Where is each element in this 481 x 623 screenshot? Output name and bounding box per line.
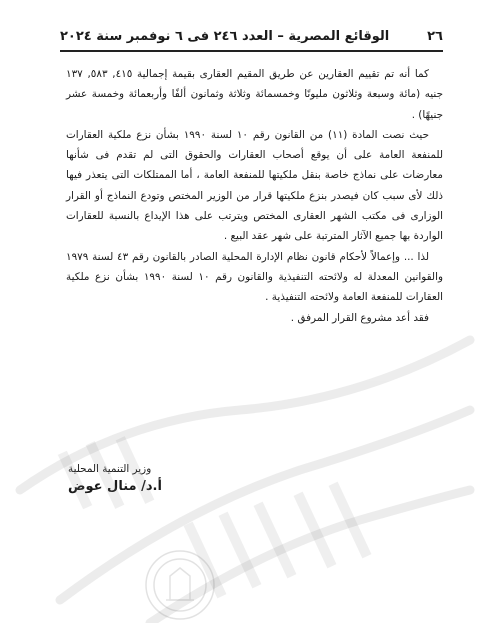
paragraph-valuation: كما أنه تم تقييم العقارين عن طريق المقيم العقارى بقيمة إجمالية ٤١٥, ٥٨٣, ١٣٧ جنيه (مائة وسبعة وثلاثون مليونًا وخمسمائة وثلاثة وثمانون ألفًا وأربعمائة وخمسة عشر جنيهًا) . xyxy=(66,68,443,121)
paragraph-conclusion: فقد أعد مشروع القرار المرفق . xyxy=(290,311,429,324)
signatory-name: أ.د/ منال عوض xyxy=(68,479,162,494)
watermark-stamp xyxy=(0,300,481,623)
paragraph-legal-basis: لذا ... وإعمالاً لأحكام قانون نظام الإدارة المحلية الصادر بالقانون رقم ٤٣ لسنة ١٩٧٩ والقوانين المعدلة له ولائحته التنفيذية والقانون رقم ١٠ لسنة ١٩٩٠ بشأن نزع ملكية العقارات للمنفعة العامة ولائحته التنفيذية . xyxy=(66,250,443,304)
gazette-issue-title: الوقائع المصرية – العدد ٢٤٦ فى ٦ نوفمبر سنة ٢٠٢٤ xyxy=(60,29,390,44)
page-number: ٢٦ xyxy=(427,29,443,44)
page-header xyxy=(60,27,443,49)
paragraph-article-11: حيث نصت المادة (١١) من القانون رقم ١٠ لسنة ١٩٩٠ بشأن نزع ملكية العقارات للمنفعة العامة على أن يوقع أصحاب العقارات والحقوق التى لم تقدم فى شأنها معارضات على نماذج خاصة بنقل ملكيتها للمنفعة العامة ، أما الممتلكات التى يتعذر فيها ذلك لأى سبب كان فيصدر بنزع ملكيتها قرار من الوزير المختص وتودع النماذج أو القرار الوزارى فى مكتب الشهر العقارى المختص ويترتب على هذا الإيداع بالنسبة للعقارات الواردة بها جميع الآثار المترتبة على شهر عقد البيع . xyxy=(66,128,443,243)
seal-emblem xyxy=(146,551,214,619)
document-body xyxy=(66,64,443,328)
signatory-role: وزير التنمية المحلية xyxy=(68,463,152,475)
header-rule xyxy=(60,50,443,52)
signature-block xyxy=(0,463,481,494)
